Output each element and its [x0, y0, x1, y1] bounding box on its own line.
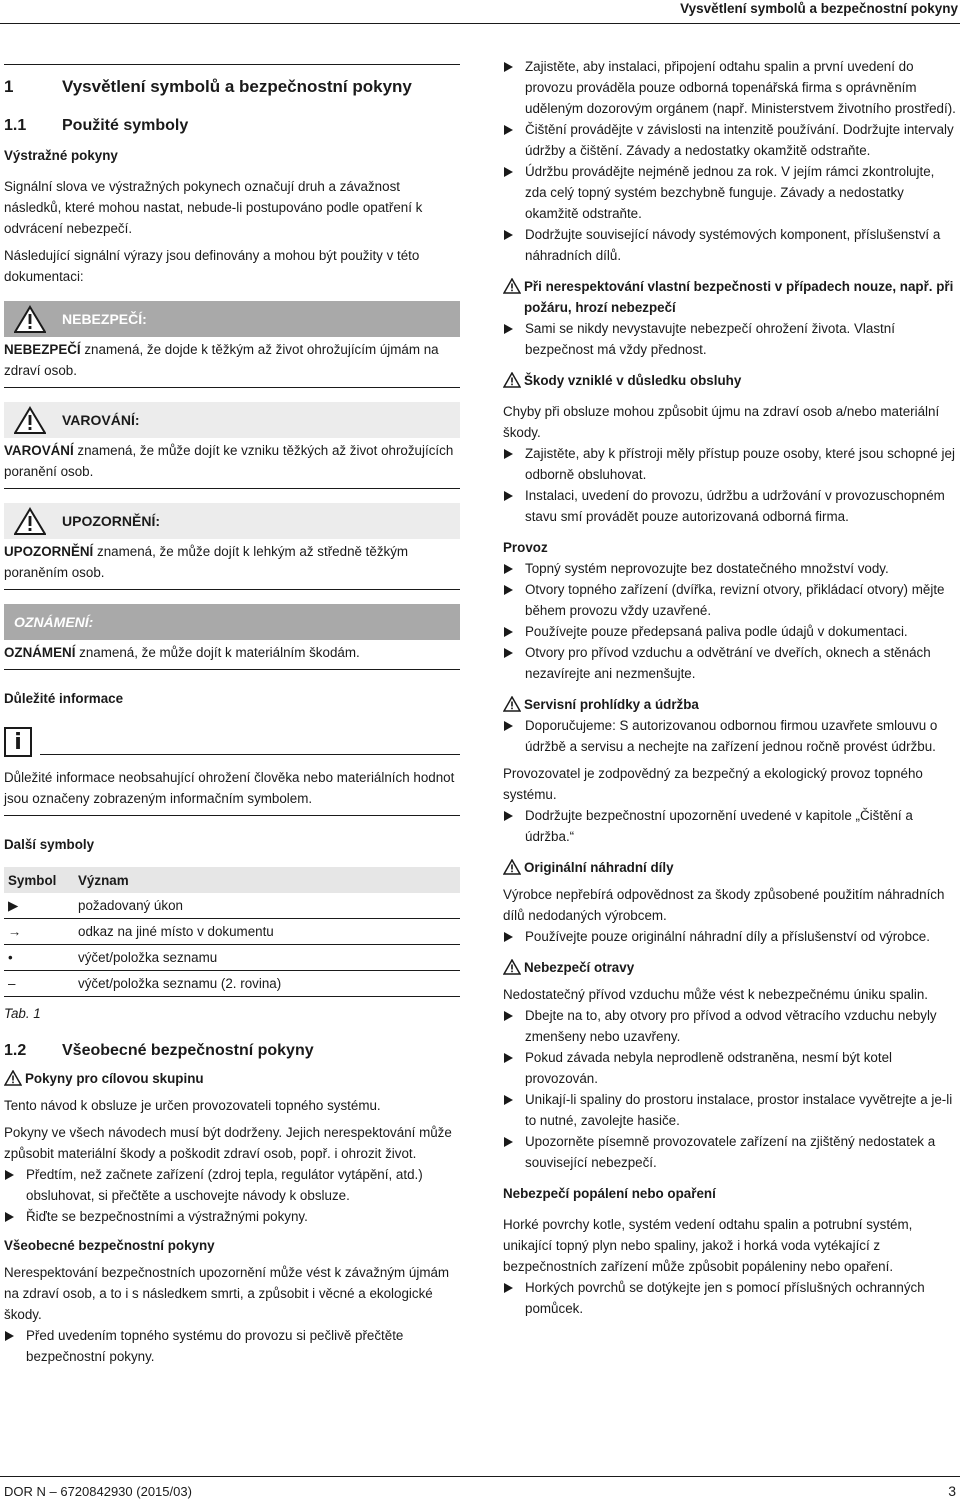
general-safety-list [4, 1325, 460, 1367]
table-row [4, 971, 460, 997]
heading-text: Originální náhradní díly [524, 860, 674, 875]
spare-parts-list [503, 926, 957, 947]
info-row [4, 721, 460, 757]
list-item: Unikají-li spaliny do prostoru instalace, prostor instalace vyvětrejte a je-li to nutné, zavolejte hasiče. [503, 1089, 957, 1131]
warning-triangle-icon [503, 278, 521, 294]
info-text: Důležité informace neobsahující ohrožení člověka nebo materiálních hodnot jsou označeny zobrazeným informačním symbolem. [4, 757, 460, 816]
poisoning-list [503, 1005, 957, 1173]
list-item: Používejte pouze předepsaná paliva podle údajů v dokumentaci. [503, 621, 957, 642]
target-list [4, 1164, 460, 1227]
meaning-cell: výčet/položka seznamu [74, 945, 460, 971]
running-header: Vysvětlení symbolů a bezpečnostní pokyny [680, 1, 958, 16]
danger-text [4, 337, 460, 388]
list-item: Doporučujeme: S autorizovanou odbornou firmou uzavřete smlouvu o údržbě a servisu a nechejte na zařízení jednou ročně provést údržbu. [503, 715, 957, 757]
general-safety-paragraph: Nerespektování bezpečnostních upozornění může vést k závažným újmám na zdraví osob, a to i s následkem smrti, a způsobit i věcné a ekologické škody. [4, 1265, 450, 1322]
burn-heading: Nebezpečí popálení nebo opaření [503, 1186, 716, 1201]
section-title: Vysvětlení symbolů a bezpečnostní pokyny [62, 77, 412, 96]
right-column [503, 56, 957, 1319]
signal-word: VAROVÁNÍ [4, 443, 74, 458]
danger-box [4, 301, 460, 388]
danger-bar [4, 301, 460, 337]
caution-label: UPOZORNĚNÍ: [62, 512, 160, 529]
list-item: Topný systém neprovozujte bez dostatečného množství vody. [503, 558, 957, 579]
caution-box [4, 503, 460, 590]
list-item: Horkých povrchů se dotýkejte jen s pomocí příslušných ochranných pomůcek. [503, 1277, 957, 1319]
general-safety-heading: Všeobecné bezpečnostní pokyny [4, 1238, 215, 1253]
signal-word: UPOZORNĚNÍ [4, 544, 94, 559]
table-caption: Tab. 1 [4, 1006, 41, 1021]
list-item: Zajistěte, aby instalaci, připojení odtahu spalin a první uvedení do provozu prováděla pouze odborná topenářská firma s oprávněním uděleným dozorovým orgánem (např. Ministerstvem životního prostředí). [503, 56, 957, 119]
warning-text [4, 438, 460, 489]
target-paragraph-1: Tento návod k obsluze je určen provozovateli topného systému. [4, 1098, 381, 1113]
section-1-2-heading [4, 1040, 460, 1062]
target-paragraph-2: Pokyny ve všech návodech musí být dodrženy. Jejich nerespektování může způsobit materiální škody a poškodit zdraví osob, popř. i ohrozit život. [4, 1125, 452, 1161]
section-1-1-heading [4, 115, 460, 137]
burn-paragraph: Horké povrchy kotle, systém vedení odtahu spalin a potrubní systém, unikající topný plyn nebo spaliny, jakož i horká voda vytékající z bezpečnostních zařízení může způsobit popáleniny nebo opaření. [503, 1217, 913, 1274]
heading-text: Škody vzniklé v důsledku obsluhy [524, 373, 742, 388]
warning-box [4, 402, 460, 489]
notice-bar [4, 604, 460, 640]
table-row [4, 945, 460, 971]
notice-label: OZNÁMENÍ: [14, 613, 94, 630]
heading-text: Při nerespektování vlastní bezpečnosti v případech nouze, např. při požáru, hrozí nebezpečí [524, 279, 954, 315]
warning-triangle-icon [503, 696, 521, 712]
info-icon: i [4, 727, 32, 757]
left-column [4, 64, 460, 1367]
own-safety-list [503, 318, 957, 360]
heading-text: Pokyny pro cílovou skupinu [25, 1071, 204, 1086]
warnings-heading: Výstražné pokyny [4, 148, 118, 163]
burn-list [503, 1277, 957, 1319]
page-number: 3 [948, 1483, 956, 1499]
list-item: Řiďte se bezpečnostními a výstražnými pokyny. [4, 1206, 460, 1227]
table-row [4, 893, 460, 919]
section-1-heading [4, 64, 460, 99]
service-list-2 [503, 805, 957, 847]
warning-triangle-icon [14, 305, 46, 333]
target-group-heading [4, 1068, 460, 1089]
list-item: Zajistěte, aby k přístroji měly přístup pouze osoby, které jsou schopné jej odborně obsluhovat. [503, 443, 957, 485]
table-row [4, 919, 460, 945]
danger-label: NEBEZPEČÍ: [62, 310, 147, 327]
heading-text: Nebezpečí otravy [524, 960, 635, 975]
notice-text [4, 640, 460, 670]
operation-heading: Provoz [503, 540, 548, 555]
warning-triangle-icon [503, 959, 521, 975]
operation-damage-heading [503, 370, 957, 391]
heading-text: Servisní prohlídky a údržba [524, 697, 699, 712]
damage-list [503, 443, 957, 527]
signal-word: OZNÁMENÍ [4, 645, 76, 660]
service-heading [503, 694, 957, 715]
meaning-cell: odkaz na jiné místo v dokumentu [74, 919, 460, 945]
info-box [4, 721, 460, 816]
list-item: Instalaci, uvedení do provozu, údržbu a udržování v provozuschopném stavu smí provádět pouze autorizovaná odborná firma. [503, 485, 957, 527]
signal-description: znamená, že může dojít k lehkým až středně těžkým poraněním osob. [4, 544, 409, 580]
other-symbols-heading: Další symboly [4, 837, 95, 852]
own-safety-heading [503, 276, 957, 318]
symbol-cell: – [4, 971, 74, 997]
poisoning-heading [503, 957, 957, 978]
list-item: Upozorněte písemně provozovatele zařízení na zjištěný nedostatek a související nebezpečí. [503, 1131, 957, 1173]
warning-bar [4, 402, 460, 438]
list-item: Otvory pro přívod vzduchu a odvětrání ve dveřích, oknech a stěnách nezavírejte ani nezmenšujte. [503, 642, 957, 684]
signal-description: znamená, že dojde k těžkým až život ohrožujícím újmám na zdraví osob. [4, 342, 439, 378]
list-item: Používejte pouze originální náhradní díly a příslušenství od výrobce. [503, 926, 957, 947]
warning-triangle-icon [14, 507, 46, 535]
list-item: Dodržujte související návody systémových komponent, příslušenství a náhradních dílů. [503, 224, 957, 266]
caution-bar [4, 503, 460, 539]
list-item: Dodržujte bezpečnostní upozornění uvedené v kapitole „Čištění a údržba.“ [503, 805, 957, 847]
operation-list [503, 558, 957, 684]
list-item: Pokud závada nebyla neprodleně odstraněna, nesmí být kotel provozován. [503, 1047, 957, 1089]
list-item: Údržbu provádějte nejméně jednou za rok. V jejím rámci zkontrolujte, zda celý topný systém bezchybně funguje. Závady a nedostatky okamžitě odstraňte. [503, 161, 957, 224]
spare-parts-heading [503, 857, 957, 878]
warning-triangle-icon [503, 372, 521, 388]
service-list [503, 715, 957, 757]
notice-box [4, 604, 460, 670]
caution-text [4, 539, 460, 590]
list-item: Před uvedením topného systému do provozu si pečlivě přečtěte bezpečnostní pokyny. [4, 1325, 460, 1367]
section-number: 1 [4, 77, 14, 96]
list-item: Sami se nikdy nevystavujte nebezpečí ohrožení života. Vlastní bezpečnost má vždy přednost. [503, 318, 957, 360]
symbol-cell: ▶ [4, 893, 74, 919]
column-header-meaning: Význam [74, 867, 460, 893]
symbol-cell: • [4, 945, 74, 971]
signal-word: NEBEZPEČÍ [4, 342, 81, 357]
warning-label: VAROVÁNÍ: [62, 411, 140, 428]
warnings-intro: Signální slova ve výstražných pokynech označují druh a závažnost následků, které mohou nastat, nebude-li postupováno podle opatření k odvrácení nebezpečí. [4, 179, 423, 236]
list-item: Dbejte na to, aby otvory pro přívod a odvod větracího vzduchu nebyly zmenšeny nebo uzavřeny. [503, 1005, 957, 1047]
column-header-symbol: Symbol [4, 867, 74, 893]
damage-paragraph: Chyby při obsluze mohou způsobit újmu na zdraví osob a/nebo materiální škody. [503, 404, 940, 440]
signal-description: znamená, že může dojít k materiálním škodám. [75, 645, 360, 660]
document-number: DOR N – 6720842930 (2015/03) [4, 1484, 192, 1499]
info-rule [40, 754, 460, 755]
list-item: Předtím, než začnete zařízení (zdroj tepla, regulátor vytápění, atd.) obsluhovat, si přečtěte a uschovejte návody k obsluze. [4, 1164, 460, 1206]
meaning-cell: požadovaný úkon [74, 893, 460, 919]
footer-rule [0, 1476, 960, 1477]
signal-description: znamená, že může dojít ke vzniku těžkých až život ohrožujících poranění osob. [4, 443, 454, 479]
warning-triangle-icon [4, 1070, 22, 1086]
list-item: Čištění provádějte v závislosti na intenzitě používání. Dodržujte intervaly údržby a čištění. Závady a nedostatky okamžitě odstraňte. [503, 119, 957, 161]
list-item: Otvory topného zařízení (dvířka, revizní otvory, přikládací otvory) mějte během provozu vždy uzavřené. [503, 579, 957, 621]
warning-triangle-icon [503, 859, 521, 875]
section-number: 1.2 [4, 1042, 27, 1059]
symbols-table [4, 867, 460, 997]
meaning-cell: výčet/položka seznamu (2. rovina) [74, 971, 460, 997]
installation-list [503, 56, 957, 266]
warning-triangle-icon [14, 406, 46, 434]
header-rule [0, 23, 960, 24]
spare-parts-paragraph: Výrobce nepřebírá odpovědnost za škody způsobené použitím náhradních dílů nedodaných výrobcem. [503, 887, 945, 923]
info-heading: Důležité informace [4, 691, 124, 706]
section-number: 1.1 [4, 117, 27, 134]
service-paragraph: Provozovatel je zodpovědný za bezpečný a ekologický provoz topného systému. [503, 766, 923, 802]
poisoning-paragraph: Nedostatečný přívod vzduchu může vést k nebezpečnému úniku spalin. [503, 987, 929, 1002]
warnings-intro-2: Následující signální výrazy jsou definovány a mohou být použity v této dokumentaci: [4, 248, 420, 284]
section-title: Všeobecné bezpečnostní pokyny [62, 1042, 314, 1059]
section-title: Použité symboly [62, 117, 189, 134]
symbol-cell: → [4, 919, 74, 945]
table-header-row [4, 867, 460, 893]
